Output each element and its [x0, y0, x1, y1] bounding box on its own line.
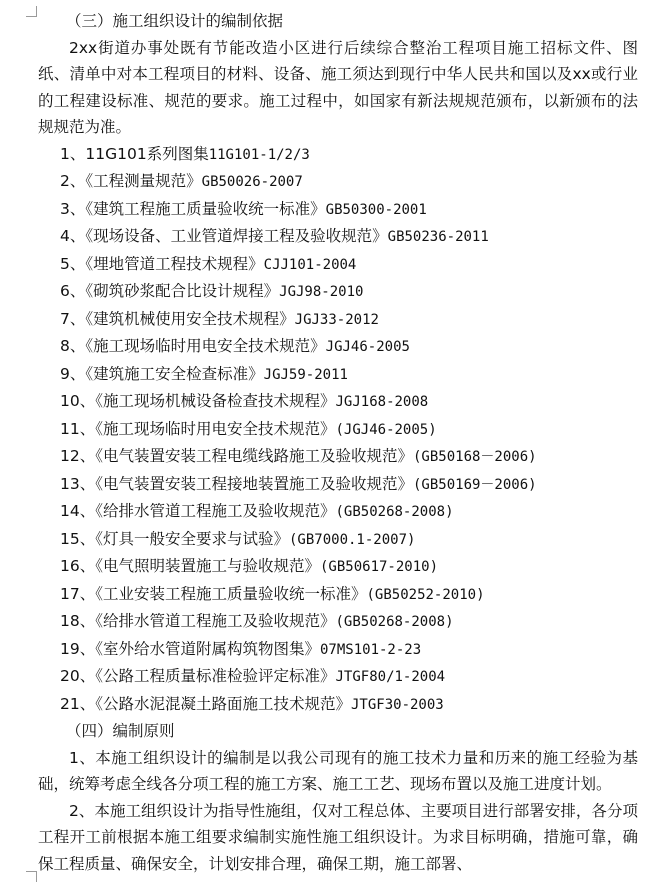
standards-list-item — [38, 361, 638, 389]
item-title: 《建筑机械使用安全技术规程》 — [85, 309, 295, 328]
standards-list-item — [38, 251, 638, 279]
item-title: 《建筑施工安全检查标准》 — [85, 364, 264, 383]
item-code: (GB50168－2006) — [413, 449, 537, 465]
standards-list-item — [38, 278, 638, 306]
item-code: (JGJ46-2005) — [335, 421, 437, 438]
item-number: 12、 — [60, 447, 96, 465]
item-code: (GB50268-2008) — [335, 504, 454, 520]
standards-list-item — [38, 333, 638, 361]
item-title: 《灯具一般安全要求与试验》 — [95, 529, 289, 548]
item-code: GB50026-2007 — [201, 174, 303, 190]
item-title: 11G101系列图集 — [85, 144, 209, 163]
document-page — [38, 8, 638, 877]
item-title: 《工程测量规范》 — [85, 172, 202, 190]
item-number: 9、 — [60, 364, 86, 383]
item-number: 4、 — [60, 227, 86, 245]
item-code: JGJ33-2012 — [294, 311, 379, 328]
standards-list-item — [38, 526, 638, 554]
item-number: 14、 — [60, 502, 96, 520]
item-number: 15、 — [60, 529, 96, 548]
item-title: 《公路水泥混凝土路面施工技术规范》 — [95, 694, 351, 713]
standards-list-item — [38, 498, 638, 526]
item-number: 7、 — [60, 309, 86, 328]
item-number: 20、 — [60, 667, 96, 685]
item-number: 3、 — [60, 199, 86, 218]
item-title: 《砌筑砂浆配合比设计规程》 — [85, 282, 280, 300]
item-number: 1、 — [60, 144, 86, 163]
item-code: (GB50169－2006) — [413, 476, 537, 493]
item-title: 《给排水管道工程施工及验收规范》 — [95, 502, 336, 520]
item-number: 18、 — [60, 612, 96, 630]
item-number: 17、 — [60, 584, 96, 603]
standards-list-item — [38, 168, 638, 196]
item-code: GB50300-2001 — [325, 201, 427, 218]
item-number: 21、 — [60, 694, 96, 713]
item-title: 《给排水管道工程施工及验收规范》 — [95, 612, 336, 630]
principle-paragraph-2: 2、本施工组织设计为指导性施组，仅对工程总体、主要项目进行部署安排，各分项工程开工前根据本施工组要求编制实施性施工组织设计。为求目标明确，措施可靠，确保工程质量、确保安全，计划安排合理，确保工期，施工部署、 — [38, 801, 638, 873]
standards-list-item — [38, 553, 638, 581]
standards-list-item — [38, 443, 638, 471]
standards-list-item — [38, 471, 638, 499]
item-title: 《建筑工程施工质量验收统一标准》 — [85, 199, 326, 218]
item-code: JTGF30-2003 — [351, 696, 444, 713]
item-title: 《工业安装工程施工质量验收统一标准》 — [95, 584, 367, 603]
section-heading-principles: （四）编制原则 — [66, 722, 175, 740]
item-code: CJJ101-2004 — [263, 256, 357, 273]
standards-list-item — [38, 141, 638, 169]
principle-paragraph-1: 1、本施工组织设计的编制是以我公司现有的施工技术力量和历来的施工经验为基础，统筹考虑全线各分项工程的施工方案、施工工艺、现场布置以及施工进度计划。 — [38, 748, 638, 793]
item-code: (GB50617-2010) — [320, 559, 439, 575]
item-title: 《现场设备、工业管道焊接工程及验收规范》 — [85, 227, 388, 245]
item-code: (GB50252-2010) — [366, 586, 485, 603]
standards-list-item — [38, 388, 638, 416]
standards-list-item — [38, 581, 638, 609]
standards-list-item — [38, 306, 638, 334]
page-corner-mark-top — [26, 6, 37, 17]
item-number: 10、 — [60, 392, 96, 410]
item-code: JTGF80/1-2004 — [335, 669, 446, 685]
item-title: 《室外给水管道附属构筑物图集》 — [95, 639, 320, 658]
standards-list-item — [38, 663, 638, 691]
item-code: JGJ46-2005 — [325, 339, 410, 355]
item-code: JGJ98-2010 — [279, 284, 364, 300]
item-number: 2、 — [60, 172, 86, 190]
item-number: 5、 — [60, 254, 86, 273]
item-number: 16、 — [60, 557, 96, 575]
item-number: 19、 — [60, 639, 96, 658]
item-code: JGJ59-2011 — [263, 366, 348, 383]
standards-list-item — [38, 608, 638, 636]
item-code: 11G101-1/2/3 — [208, 146, 310, 163]
standards-list-item — [38, 636, 638, 664]
item-title: 《施工现场机械设备检查技术规程》 — [95, 392, 336, 410]
item-title: 《施工现场临时用电安全技术规范》 — [85, 337, 326, 355]
item-code: 07MS101-2-23 — [320, 641, 422, 658]
item-title: 《电气装置安装工程电缆线路施工及验收规范》 — [95, 447, 413, 465]
item-title: 《施工现场临时用电安全技术规范》 — [95, 419, 336, 438]
item-code: JGJ168-2008 — [335, 394, 429, 410]
item-title: 《电气装置安装工程接地装置施工及验收规范》 — [95, 474, 413, 493]
item-code: (GB7000.1-2007) — [289, 531, 416, 548]
item-title: 《公路工程质量标准检验评定标准》 — [95, 667, 336, 685]
standards-list-item — [38, 691, 638, 719]
basis-intro-paragraph: 2xx街道办事处既有节能改造小区进行后续综合整治工程项目施工招标文件、图纸、清单中对本工程项目的材料、设备、施工须达到现行中华人民共和国以及xx或行业的工程建设标准、规范的要求。施工过程中，如国家有新法规规范颁布，以新颁布的法规规范为准。 — [38, 38, 638, 136]
item-number: 11、 — [60, 419, 96, 438]
item-code: (GB50268-2008) — [335, 614, 454, 630]
item-number: 8、 — [60, 337, 86, 355]
item-number: 6、 — [60, 282, 86, 300]
item-title: 《埋地管道工程技术规程》 — [85, 254, 264, 273]
page-corner-mark-bottom — [26, 871, 37, 882]
item-code: GB50236-2011 — [387, 229, 489, 245]
standards-list — [38, 141, 638, 719]
section-heading-basis: （三）施工组织设计的编制依据 — [66, 12, 284, 30]
item-number: 13、 — [60, 474, 96, 493]
standards-list-item — [38, 196, 638, 224]
standards-list-item — [38, 416, 638, 444]
item-title: 《电气照明装置施工与验收规范》 — [95, 557, 320, 575]
standards-list-item — [38, 223, 638, 251]
